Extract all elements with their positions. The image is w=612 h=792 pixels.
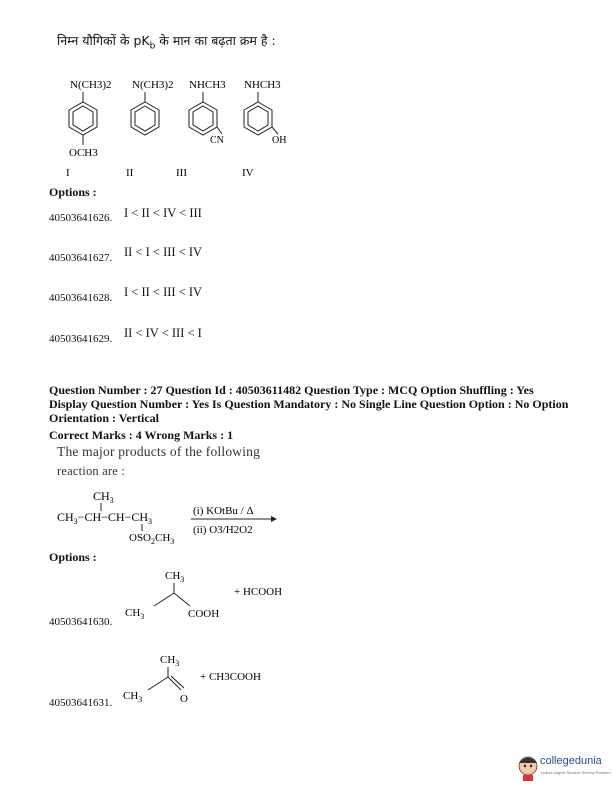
option-1-structure[interactable] — [118, 566, 318, 626]
benzene-ring-4 — [244, 102, 272, 135]
option-text[interactable]: I < II < III < IV — [124, 285, 203, 299]
collegedunia-logo — [516, 752, 611, 784]
svg-text:O: O — [180, 693, 188, 705]
mascot-icon — [516, 754, 540, 782]
compound-label-2: II — [126, 167, 134, 179]
question-meta-line-1: Question Number : 27 Question Id : 40503611482 Question Type : MCQ Option Shuffling : Yes — [49, 383, 534, 397]
question-meta-line-2: Display Question Number : Yes Is Question Mandatory : No Single Line Question Option : No Option — [49, 397, 569, 411]
option-id: 40503641628. — [49, 292, 113, 304]
svg-text:CH3: $CH_3$ — [160, 654, 180, 668]
svg-text:OSO2CH3: $OSO_2CH_3$ — [129, 532, 175, 544]
question-27-line-2: reaction are : — [57, 464, 126, 478]
options-heading-26: Options : — [49, 185, 97, 199]
brand-name: collegedunia — [540, 755, 602, 767]
question-27-line-1: The major products of the following — [57, 444, 261, 459]
svg-text:CH3: $CH_3$ — [125, 607, 145, 621]
marks-line: Correct Marks : 4 Wrong Marks : 1 — [49, 428, 234, 442]
benzene-ring-3 — [189, 102, 217, 135]
option-2-byproduct: + CH3COOH — [200, 671, 261, 683]
substituent-2: N(CH3)2 — [132, 79, 174, 91]
question-26-text: निम्न यौगिकों के $pK_b$ के मान का बढ़ता क्रम है : — [57, 33, 276, 52]
svg-text:CH3−CH−CH−CH3: $CH_3-CH-CH-CH_3$ — [57, 510, 152, 526]
reaction-scheme — [55, 484, 285, 544]
option-id: 40503641630. — [49, 616, 113, 628]
benzene-ring-2 — [131, 102, 159, 135]
option-text[interactable]: I < II < IV < III — [124, 206, 202, 220]
substituent-1: N(CH3)2 — [70, 79, 112, 91]
substituent-oh: OH — [272, 135, 287, 146]
option-2-structure[interactable] — [118, 650, 318, 710]
substituent-och3: OCH3 — [69, 147, 98, 159]
option-id: 40503641626. — [49, 212, 113, 224]
svg-text:COOH: COOH — [188, 608, 220, 620]
substituent-3: NHCH3 — [189, 79, 226, 91]
option-id: 40503641631. — [49, 697, 113, 709]
reagent-1: (i) KOtBu / Δ — [193, 505, 254, 517]
brand-tagline: India's largest Student Review Platform — [541, 770, 611, 775]
option-text[interactable]: II < IV < III < I — [124, 326, 202, 340]
reagent-2: (ii) O3/H2O2 — [193, 524, 253, 536]
option-id: 40503641629. — [49, 333, 113, 345]
svg-text:CH3: $CH_3$ — [93, 489, 114, 505]
benzene-ring-1 — [69, 102, 97, 135]
question-meta-line-3: Orientation : Vertical — [49, 411, 159, 425]
option-text[interactable]: II < I < III < IV — [124, 245, 203, 259]
compound-label-4: IV — [242, 167, 254, 179]
substituent-4: NHCH3 — [244, 79, 281, 91]
svg-text:CH3: $CH_3$ — [165, 570, 185, 584]
compound-label-1: I — [66, 167, 70, 179]
option-1-byproduct: + HCOOH — [234, 586, 283, 598]
svg-text:CH3: $CH_3$ — [123, 690, 143, 704]
compounds-structures — [50, 72, 310, 182]
compound-label-3: III — [176, 167, 187, 179]
option-id: 40503641627. — [49, 252, 113, 264]
options-heading-27: Options : — [49, 550, 97, 564]
substituent-cn: CN — [210, 135, 224, 146]
